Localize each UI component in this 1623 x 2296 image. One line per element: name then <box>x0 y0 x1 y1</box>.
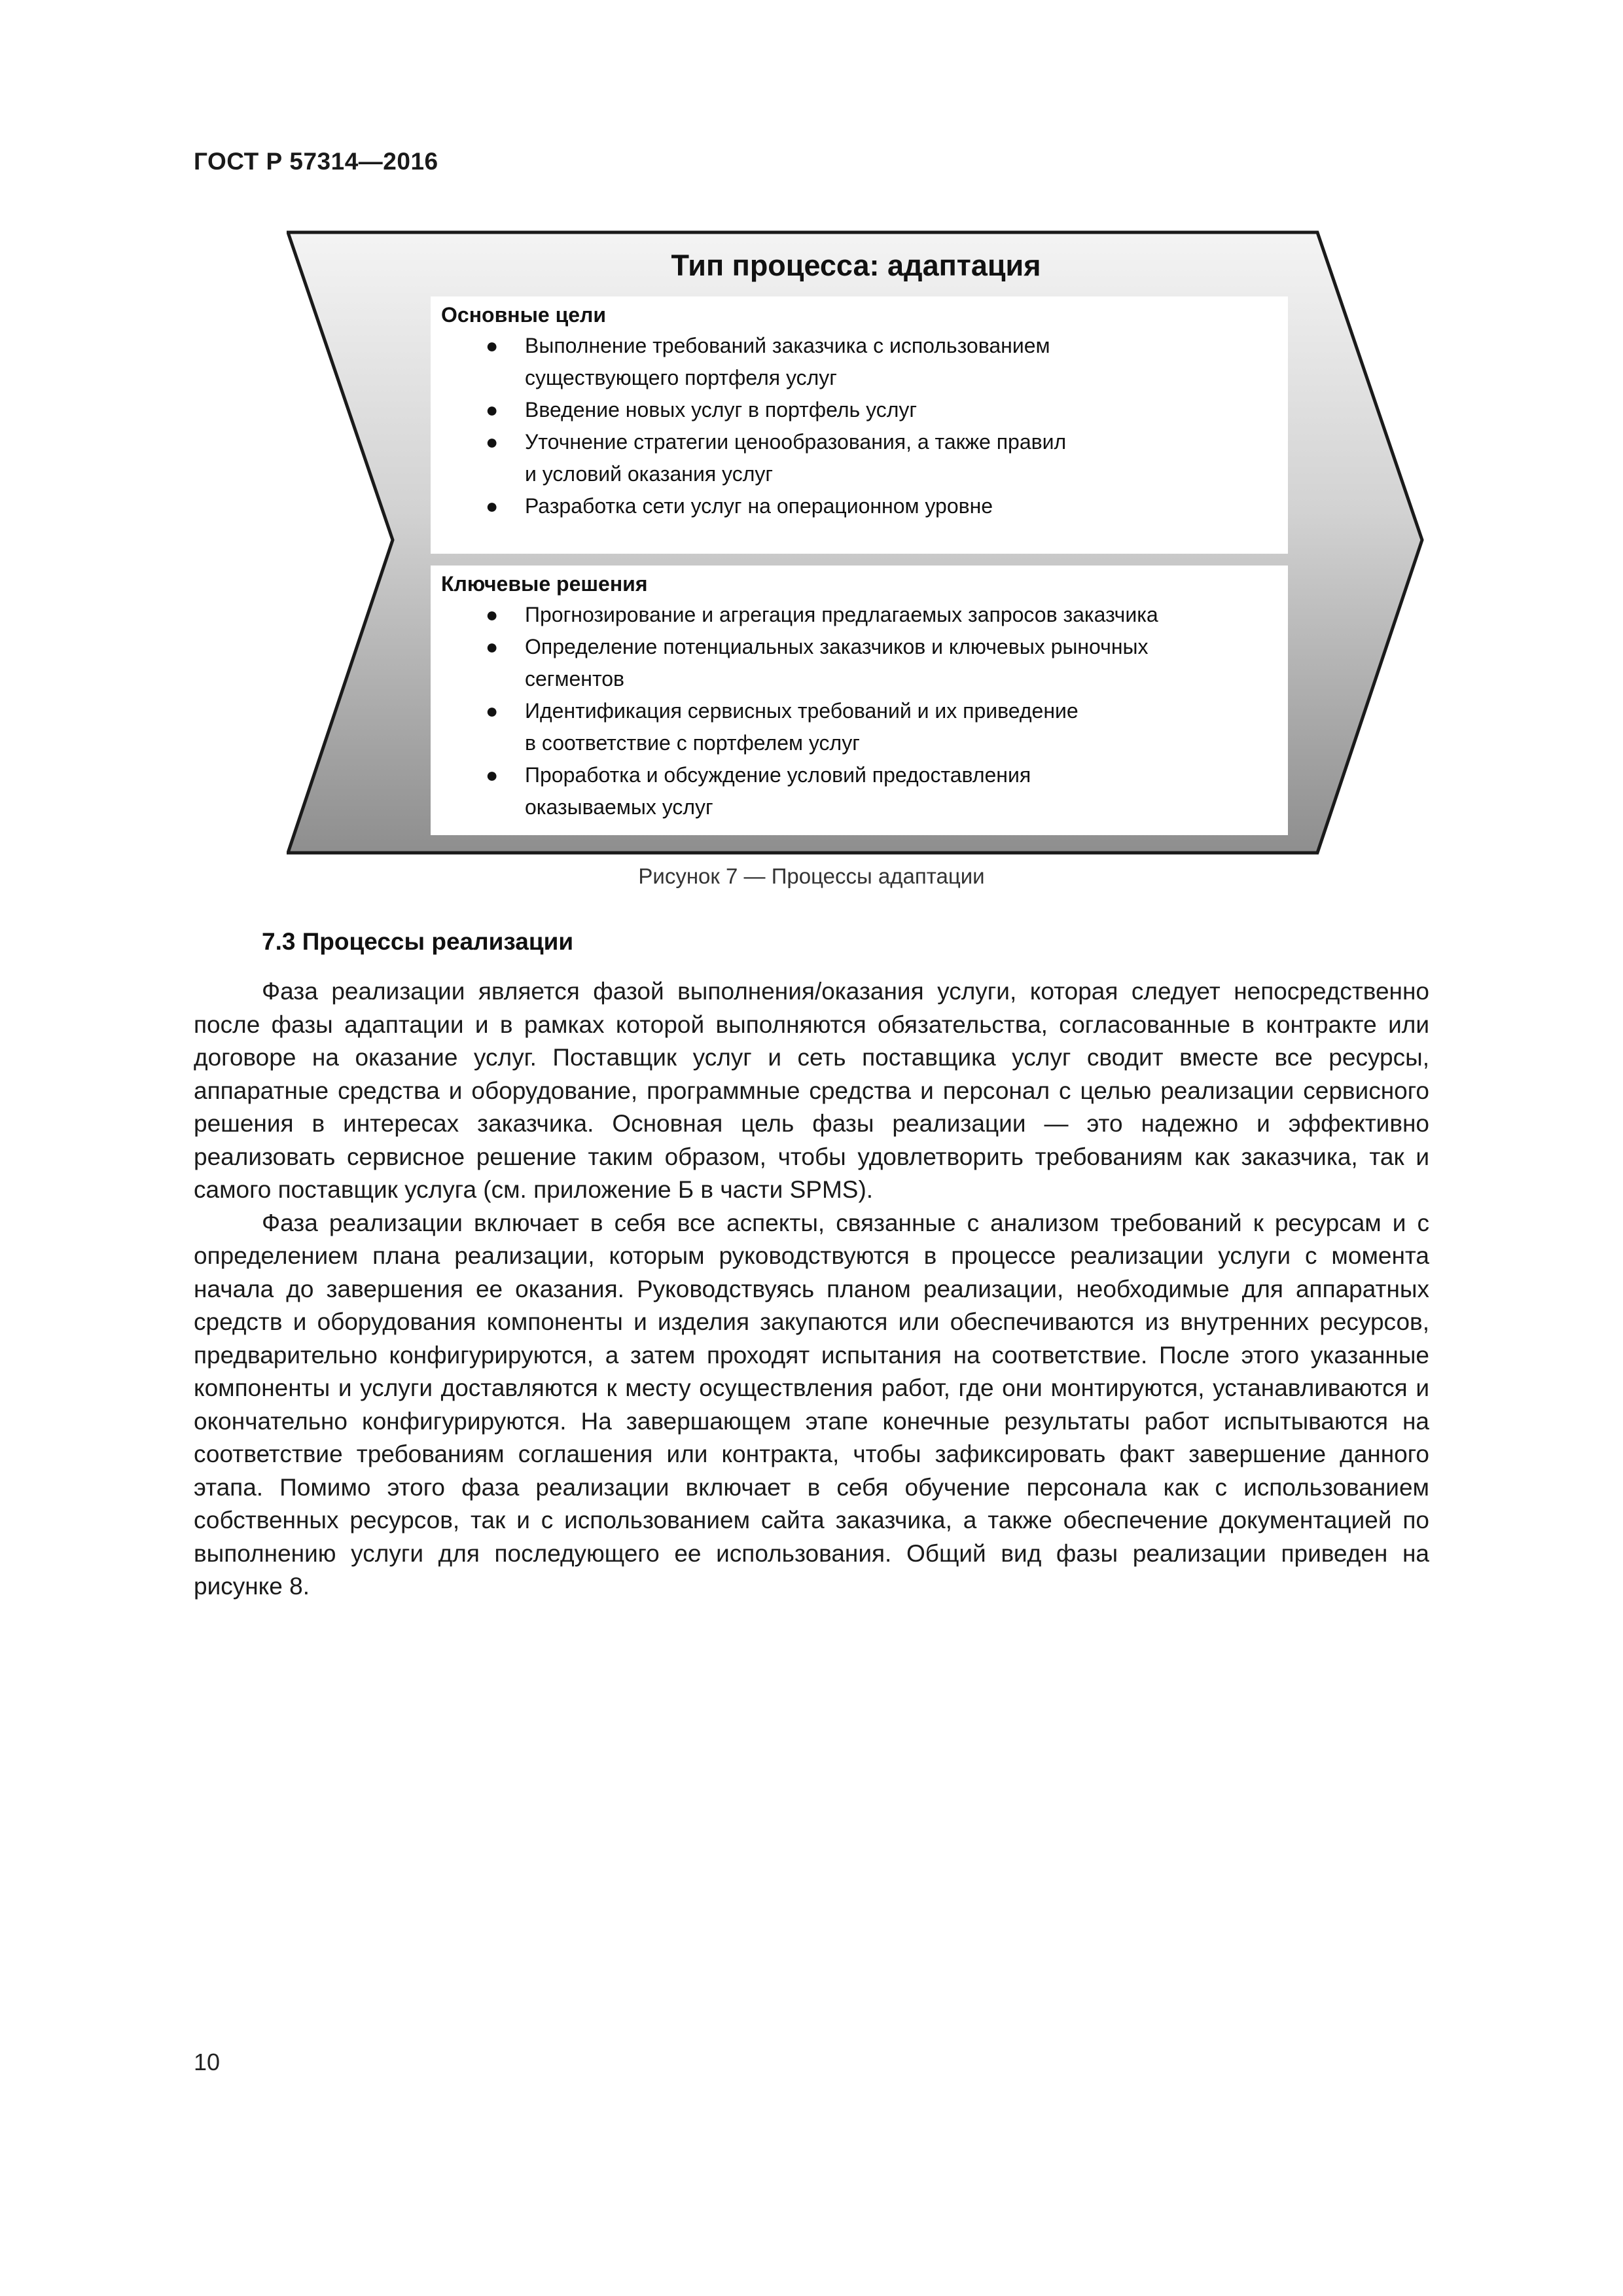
list-item: ● Введение новых услуг в портфель услуг <box>441 394 1277 426</box>
bullet-dot-icon: ● <box>486 398 499 422</box>
main-goals-heading: Основные цели <box>441 303 607 327</box>
document-header: ГОСТ Р 57314—2016 <box>194 148 438 175</box>
key-decisions-heading: Ключевые решения <box>441 572 648 596</box>
list-item: ● Идентификация сервисных требований и их приведение в соответствие с портфелем услуг <box>441 695 1277 759</box>
list-item: ● Выполнение требований заказчика с использованием существующего портфеля услуг <box>441 330 1277 394</box>
list-item: ● Разработка сети услуг на операционном уровне <box>441 490 1277 522</box>
section-heading: 7.3 Процессы реализации <box>262 928 574 955</box>
list-item: ● Проработка и обсуждение условий предоставления оказываемых услуг <box>441 759 1277 823</box>
bullet-dot-icon: ● <box>486 635 499 658</box>
list-item: ● Прогнозирование и агрегация предлагаемых запросов заказчика <box>441 599 1277 631</box>
key-decisions-list <box>441 599 1277 823</box>
list-item: ● Определение потенциальных заказчиков и ключевых рыночных сегментов <box>441 631 1277 695</box>
paragraph: Фаза реализации является фазой выполнения/оказания услуги, которая следует непосредственно после фазы адаптации и в рамках которой выполняются обязательства, согласованные в контракте или договоре на оказание услуг. Поставщик услуг и сеть поставщика услуг сводит вместе все ресурсы, аппаратные средства и оборудование, программные средства и персонал с целью реализации сервисного решения в интересах заказчика. Основная цель фазы реализации — это надежно и эффективно реализовать сервисное решение таким образом, чтобы удовлетворить требованиям как заказчика, так и самого поставщик услуга (см. приложение Б в части SPMS). <box>194 978 1429 1203</box>
bullet-dot-icon: ● <box>486 699 499 723</box>
figure-title: Тип процесса: адаптация <box>671 249 1041 282</box>
bullet-dot-icon: ● <box>486 334 499 357</box>
figure-caption: Рисунок 7 — Процессы адаптации <box>638 864 985 888</box>
page-number: 10 <box>194 2049 221 2075</box>
main-goals-list <box>441 330 1277 522</box>
bullet-dot-icon: ● <box>486 430 499 454</box>
section-body <box>194 975 1429 1604</box>
process-chevron-figure <box>287 229 1425 857</box>
key-decisions-box <box>431 565 1288 835</box>
paragraph: Фаза реализации включает в себя все аспекты, связанные с анализом требований к ресурсам и с определением плана реализации, которым руководствуются в процессе реализации услуги с момента начала до завершения ее оказания. Руководствуясь планом реализации, необходимые для аппаратных средств и оборудования компоненты и изделия закупаются или обеспечиваются из внутренних ресурсов, предварительно конфигурируются, а затем проходят испытания на соответствие. После этого указанные компоненты и услуги доставляются к месту осуществления работ, где они монтируются, устанавливаются и окончательно конфигурируются. На завершающем этапе конечные результаты работ испытываются на соответствие требованиям соглашения или контракта, чтобы зафиксировать факт завершение данного этапа. Помимо этого фаза реализации включает в себя обучение персонала как с использованием собственных ресурсов, так и с использованием сайта заказчика, а также обеспечение документацией по выполнению услуги для последующего ее использования. Общий вид фазы реализации приведен на рисунке 8. <box>194 1209 1429 1600</box>
bullet-dot-icon: ● <box>486 603 499 626</box>
bullet-dot-icon: ● <box>486 494 499 518</box>
bullet-dot-icon: ● <box>486 763 499 787</box>
main-goals-box <box>431 296 1288 554</box>
list-item: ● Уточнение стратегии ценообразования, а также правил и условий оказания услуг <box>441 426 1277 490</box>
